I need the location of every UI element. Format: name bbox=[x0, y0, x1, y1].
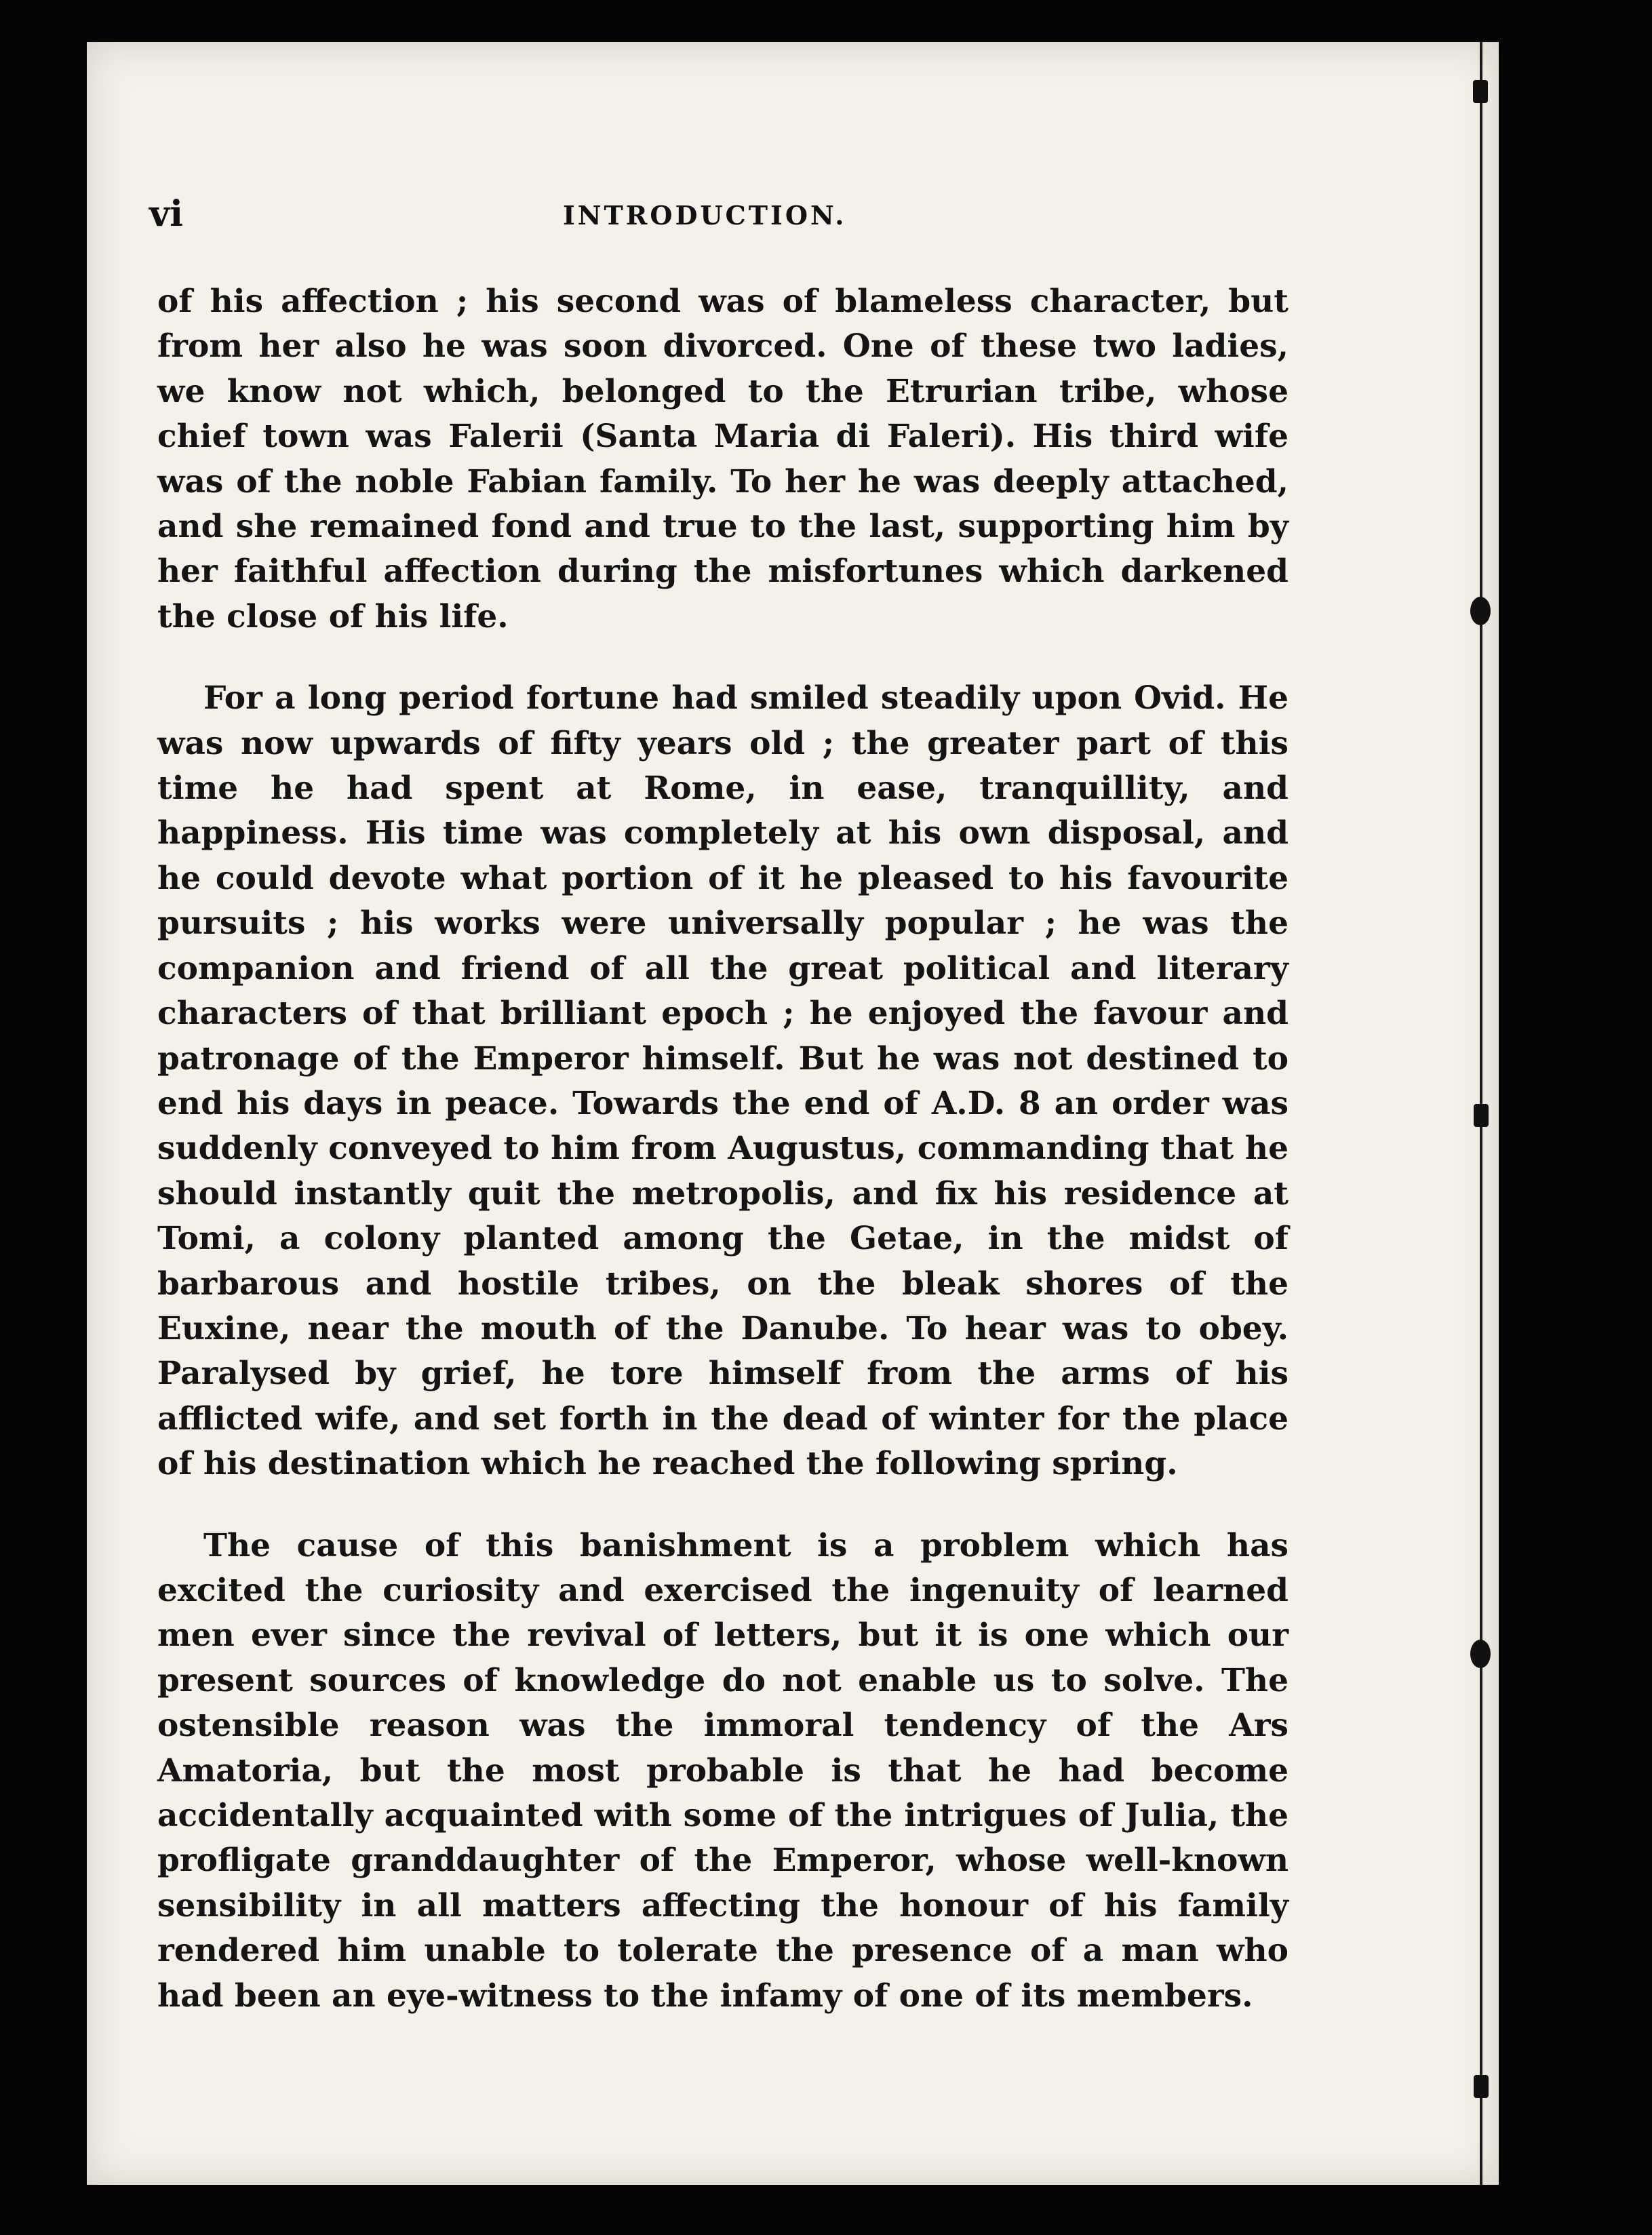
page-number: vi bbox=[149, 193, 183, 235]
body-text bbox=[157, 279, 1289, 2019]
binding-mark bbox=[1470, 597, 1491, 625]
paragraph: of his affection ; his second was of blameless character, but from her also he was soon divorced. One of these two ladies, we know not which, belonged to the Etrurian tribe, whose chief town was Falerii (Santa Maria di Faleri). His third wife was of the noble Fabian family. To her he was deeply attached, and she remained fond and true to the last, supporting him by her faithful affection during the misfortunes which darkened the close of his life. bbox=[157, 283, 1289, 635]
page-header bbox=[149, 193, 1289, 248]
running-title: INTRODUCTION. bbox=[563, 200, 847, 231]
binding-mark bbox=[1473, 80, 1488, 103]
paragraph: For a long period fortune had smiled steadily upon Ovid. He was now upwards of fifty years old ; the greater part of this time he had spent at Rome, in ease, tranquillity, and happiness. His time was completely at his own disposal, and he could devote what portion of it he pleased to his favourite pursuits ; his works were universally popular ; he was the companion and friend of all the great political and literary characters of that brilliant epoch ; he enjoyed the favour and patronage of the Emperor himself. But he was not destined to end his days in peace. Towards the end of A.D. 8 an order was suddenly conveyed to him from Augustus, commanding that he should instantly quit the metropolis, and fix his residence at Tomi, a colony planted among the Getae, in the midst of barbarous and hostile tribes, on the bleak shores of the Euxine, near the mouth of the Danube. To hear was to obey. Paralysed by grief, he tore himself from the arms of his afflicted wife, and set forth in the dead of winter for the place of his destination which he reached the following spring. bbox=[157, 679, 1289, 1483]
binding-mark bbox=[1474, 1104, 1489, 1127]
binding-mark bbox=[1474, 2075, 1489, 2098]
binding-mark bbox=[1470, 1640, 1491, 1668]
paragraph: The cause of this banishment is a problem which has excited the curiosity and exercised the ingenuity of learned men ever since the revival of letters, but it is one which our present sources of knowledge do not enable us to solve. The ostensible reason was the immoral tendency of the Ars Amatoria, but the most probable is that he had become accidentally acquainted with some of the intrigues of Julia, the profligate granddaughter of the Emperor, whose well-known sensibility in all matters affecting the honour of his family rendered him unable to tolerate the presence of a man who had been an eye-witness to the infamy of one of its members. bbox=[157, 1526, 1289, 2015]
